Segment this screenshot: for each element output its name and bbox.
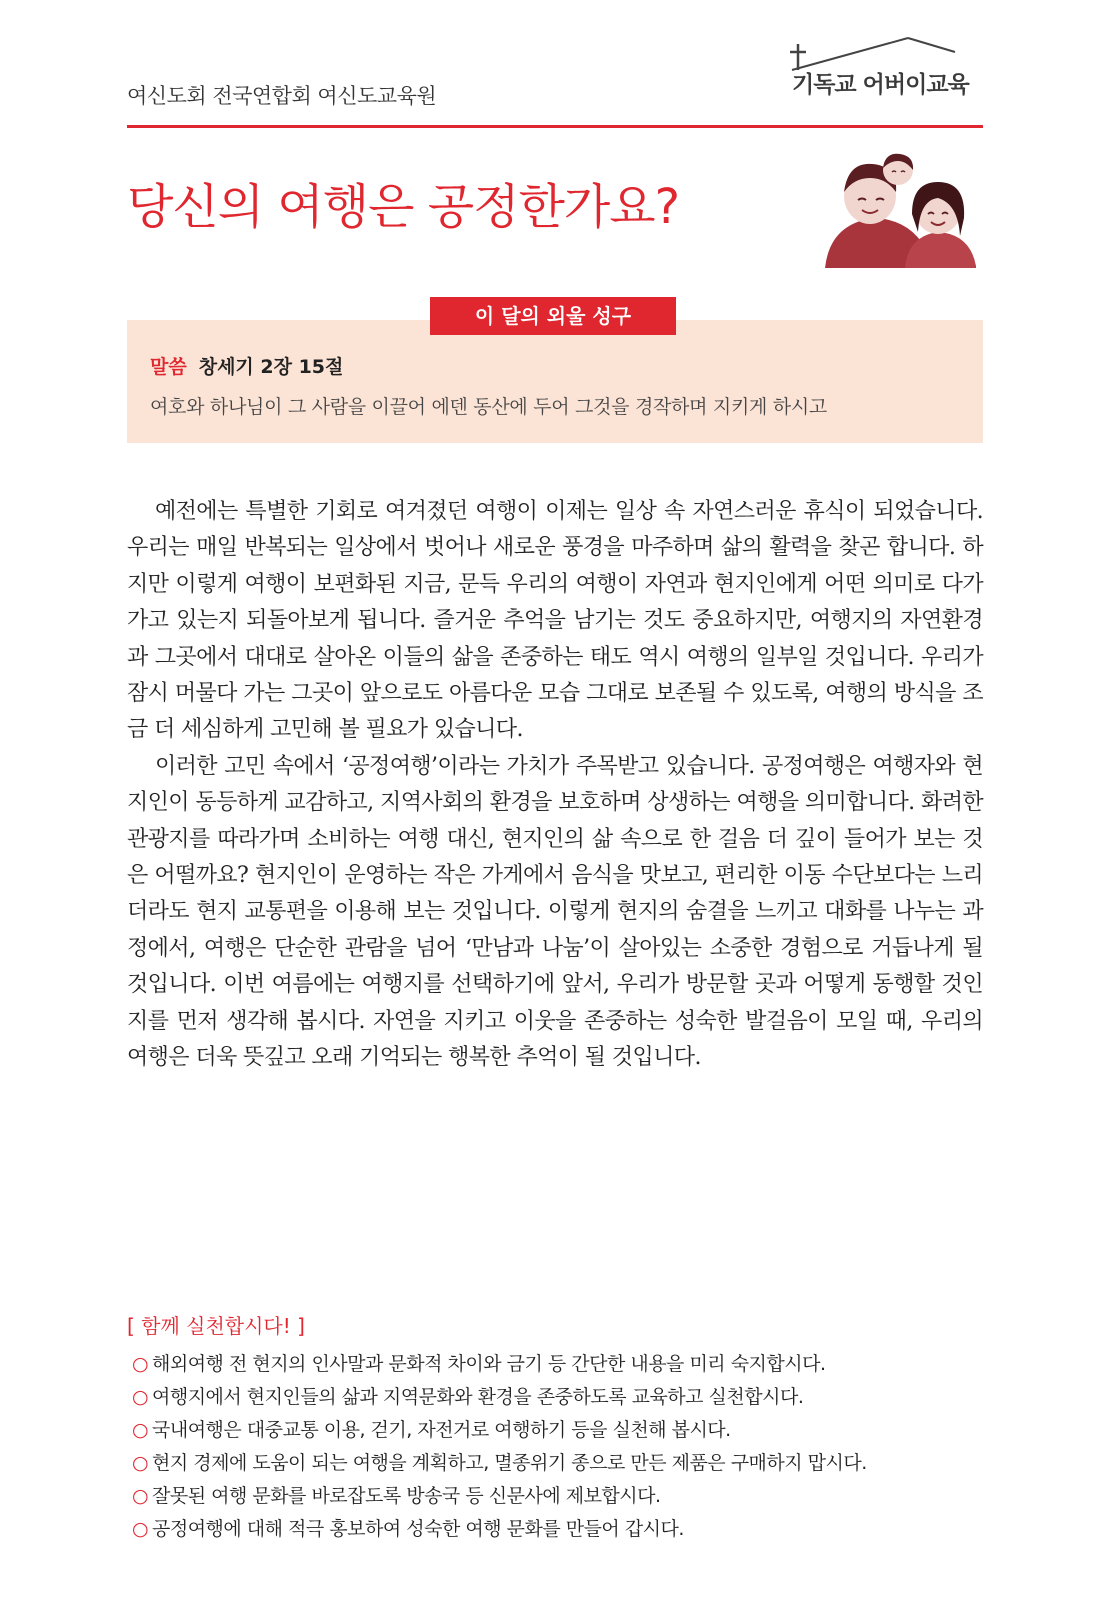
list-item-text: 여행지에서 현지인들의 삶과 지역문화와 환경을 존중하도록 교육하고 실천합시다. bbox=[152, 1386, 804, 1408]
verse-reference bbox=[150, 352, 343, 379]
list-item bbox=[132, 1348, 867, 1381]
circle-bullet-icon: ○ bbox=[132, 1419, 149, 1441]
body-paragraph: 이러한 고민 속에서 ‘공정여행’이라는 가치가 주목받고 있습니다. 공정여행은 여행자와 현지인이 동등하게 교감하고, 지역사회의 환경을 보호하며 상생하는 여행을 의미합니다. 화려한 관광지를 따라가며 소비하는 여행 대신, 현지인의 삶 속으로 한 걸음 더 깊이 들어가 보는 것은 어떨까요? 현지인이 운영하는 작은 가게에서 음식을 맛보고, 편리한 이동 수단보다는 느리더라도 현지 교통편을 이용해 보는 것입니다. 이렇게 현지의 숨결을 느끼고 대화를 나누는 과정에서, 여행은 단순한 관람을 넘어 ‘만남과 나눔’이 살아있는 소중한 경험으로 거듭나게 될 것입니다. 이번 여름에는 여행지를 선택하기에 앞서, 우리가 방문할 곳과 어떻게 동행할 것인지를 먼저 생각해 봅시다. 자연을 지키고 이웃을 존중하는 성숙한 발걸음이 모일 때, 우리의 여행은 더욱 뜻깊고 오래 기억되는 행복한 추억이 될 것입니다. bbox=[127, 753, 983, 1071]
circle-bullet-icon: ○ bbox=[132, 1452, 149, 1474]
circle-bullet-icon: ○ bbox=[132, 1386, 149, 1408]
verse-tab-label: 이 달의 외울 성구 bbox=[430, 297, 676, 335]
organization-name: 여신도회 전국연합회 여신도교육원 bbox=[127, 84, 437, 108]
header-divider bbox=[127, 125, 983, 128]
list-item-text: 국내여행은 대중교통 이용, 걷기, 자전거로 여행하기 등을 실천해 봅시다. bbox=[152, 1419, 731, 1441]
verse-tag: 말씀 bbox=[150, 356, 187, 378]
circle-bullet-icon: ○ bbox=[132, 1485, 149, 1507]
list-item bbox=[132, 1447, 867, 1480]
practice-list bbox=[132, 1348, 867, 1546]
article-body bbox=[127, 494, 983, 1077]
list-item bbox=[132, 1414, 867, 1447]
list-item bbox=[132, 1513, 867, 1546]
circle-bullet-icon: ○ bbox=[132, 1518, 149, 1540]
circle-bullet-icon: ○ bbox=[132, 1353, 149, 1375]
list-item bbox=[132, 1381, 867, 1414]
brand-logo bbox=[790, 32, 990, 102]
practice-heading: [ 함께 실천합시다! ] bbox=[127, 1314, 305, 1338]
list-item-text: 현지 경제에 도움이 되는 여행을 계획하고, 멸종위기 종으로 만든 제품은 구매하지 맙시다. bbox=[152, 1452, 867, 1474]
list-item-text: 공정여행에 대해 적극 홍보하여 성숙한 여행 문화를 만들어 갑시다. bbox=[152, 1518, 684, 1540]
verse-citation: 창세기 2장 15절 bbox=[198, 356, 344, 378]
family-illustration bbox=[820, 148, 980, 273]
page-title: 당신의 여행은 공정한가요? bbox=[127, 179, 680, 235]
brand-title: 기독교 어버이교육 bbox=[792, 72, 969, 98]
verse-box bbox=[127, 320, 983, 443]
list-item bbox=[132, 1480, 867, 1513]
list-item-text: 잘못된 여행 문화를 바로잡도록 방송국 등 신문사에 제보합시다. bbox=[152, 1485, 661, 1507]
list-item-text: 해외여행 전 현지의 인사말과 문화적 차이와 금기 등 간단한 내용을 미리 숙지합시다. bbox=[152, 1353, 826, 1375]
verse-text: 여호와 하나님이 그 사람을 이끌어 에덴 동산에 두어 그것을 경작하며 지키게 하시고 bbox=[150, 396, 827, 418]
body-paragraph: 예전에는 특별한 기회로 여겨졌던 여행이 이제는 일상 속 자연스러운 휴식이 되었습니다. 우리는 매일 반복되는 일상에서 벗어나 새로운 풍경을 마주하며 삶의 활력을 찾곤 합니다. 하지만 이렇게 여행이 보편화된 지금, 문득 우리의 여행이 자연과 현지인에게 어떤 의미로 다가가고 있는지 되돌아보게 됩니다. 즐거운 추억을 남기는 것도 중요하지만, 여행지의 자연환경과 그곳에서 대대로 살아온 이들의 삶을 존중하는 태도 역시 여행의 일부일 것입니다. 우리가 잠시 머물다 가는 그곳이 앞으로도 아름다운 모습 그대로 보존될 수 있도록, 여행의 방식을 조금 더 세심하게 고민해 볼 필요가 있습니다. bbox=[127, 499, 983, 743]
